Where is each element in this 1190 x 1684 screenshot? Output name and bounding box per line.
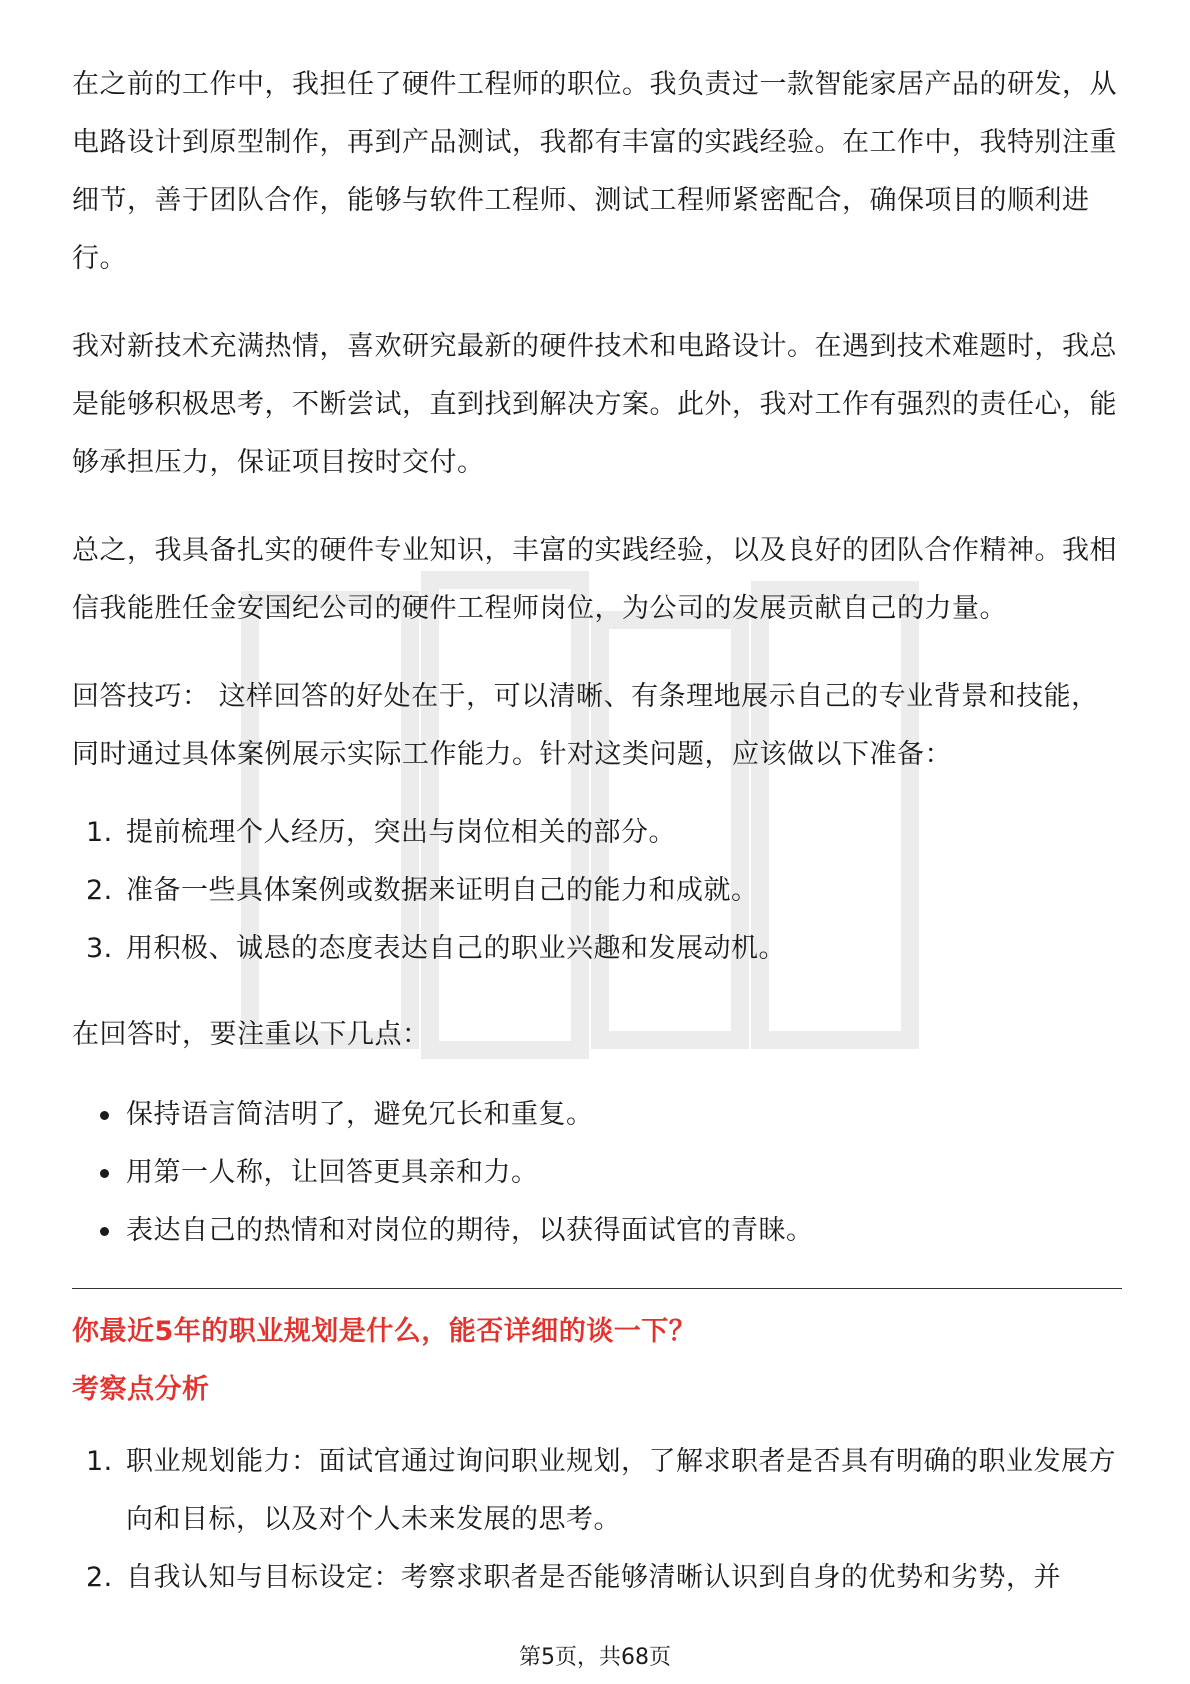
list-number: 1. <box>86 1446 113 1477</box>
interview-question: 你最近5年的职业规划是什么，能否详细的谈一下？ <box>72 1316 697 1347</box>
bullet-dot-icon <box>100 1169 109 1178</box>
list-item-text: 保持语言简洁明了，避免冗长和重复。 <box>126 1099 594 1130</box>
section-divider <box>72 1288 1122 1289</box>
analysis-title: 考察点分析 <box>72 1374 210 1405</box>
list-number: 2. <box>86 1562 113 1593</box>
list-item <box>72 1549 1122 1607</box>
list-number: 3. <box>86 933 113 964</box>
document-content <box>72 56 1122 1635</box>
list-item-text: 自我认知与目标设定：考察求职者是否能够清晰认识到自身的优势和劣势，并 <box>126 1562 1061 1593</box>
list-item-text: 职业规划能力：面试官通过询问职业规划，了解求职者是否具有明确的职业发展方向和目标，以及对个人未来发展的思考。 <box>126 1446 1116 1535</box>
list-item <box>72 804 1122 862</box>
points-intro: 在回答时，要注重以下几点： <box>72 1019 430 1050</box>
list-item <box>72 1144 1122 1202</box>
paragraph-passion: 我对新技术充满热情，喜欢研究最新的硬件技术和电路设计。在遇到技术难题时，我总是能够积极思考，不断尝试，直到找到解决方案。此外，我对工作有强烈的责任心，能够承担压力，保证项目按时交付。 <box>72 331 1117 478</box>
paragraph-summary: 总之，我具备扎实的硬件专业知识，丰富的实践经验，以及良好的团队合作精神。我相信我能胜任金安国纪公司的硬件工程师岗位，为公司的发展贡献自己的力量。 <box>72 535 1117 624</box>
prep-list <box>72 804 1122 978</box>
points-list <box>72 1086 1122 1260</box>
list-item <box>72 1202 1122 1260</box>
list-item <box>72 1433 1122 1549</box>
list-number: 1. <box>86 817 113 848</box>
bullet-dot-icon <box>100 1111 109 1120</box>
list-item-text: 准备一些具体案例或数据来证明自己的能力和成就。 <box>126 875 759 906</box>
list-item <box>72 920 1122 978</box>
analysis-list <box>72 1433 1122 1607</box>
bullet-dot-icon <box>100 1227 109 1236</box>
paragraph-experience: 在之前的工作中，我担任了硬件工程师的职位。我负责过一款智能家居产品的研发，从电路设计到原型制作，再到产品测试，我都有丰富的实践经验。在工作中，我特别注重细节，善于团队合作，能够与软件工程师、测试工程师紧密配合，确保项目的顺利进行。 <box>72 69 1117 274</box>
list-item-text: 用第一人称，让回答更具亲和力。 <box>126 1157 539 1188</box>
page-footer: 第5页，共68页 <box>519 1645 671 1670</box>
list-number: 2. <box>86 875 113 906</box>
list-item-text: 用积极、诚恳的态度表达自己的职业兴趣和发展动机。 <box>126 933 786 964</box>
list-item <box>72 1086 1122 1144</box>
list-item <box>72 862 1122 920</box>
paragraph-answer-tips: 回答技巧： 这样回答的好处在于，可以清晰、有条理地展示自己的专业背景和技能，同时通过具体案例展示实际工作能力。针对这类问题，应该做以下准备： <box>72 681 1099 770</box>
list-item-text: 表达自己的热情和对岗位的期待，以获得面试官的青睐。 <box>126 1215 814 1246</box>
list-item-text: 提前梳理个人经历，突出与岗位相关的部分。 <box>126 817 676 848</box>
